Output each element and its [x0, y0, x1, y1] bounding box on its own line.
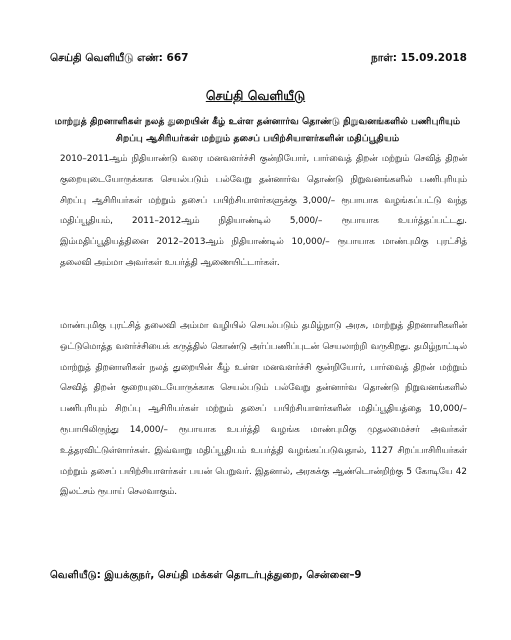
release-date: நாள்: 15.09.2018: [371, 52, 467, 64]
header-meta: [50, 52, 467, 65]
issuer-footer: வெளியீடு: இயக்குநர், செய்தி மக்கள் தொடர்புத்துறை, சென்னை–9: [50, 570, 362, 581]
paragraph-1: 2010–2011ஆம் நிதியாண்டு வரை மனவளர்ச்சி குன்றியோர், பார்வைத் திறன் மற்றும் செவித் திறன் குறையுடையோருக்காக செயல்படும் பல்வேறு தன்னார்வ தொண்டு நிறுவனங்களில் பணிபுரியும் சிறப்பு ஆசிரியர்கள் மற்றும் தசைப் பயிற்சியாளர்களுக்கு 3,000/– ரூபாயாக வழங்கப்பட்டு வந்த மதிப்பூதியம், 2011–2012ஆம் நிதியாண்டில் 5,000/– ரூபாயாக உயர்த்தப்பட்டது. இம்மதிப்பூதியத்தினை 2012–2013ஆம் நிதியாண்டில் 10,000/– ரூபாயாக மாண்புமிகு புரட்சித் தலைவி அம்மா அவர்கள் உயர்த்தி ஆணையிட்டார்கள்.: [60, 154, 467, 268]
document-title: செய்தி வெளியீடு: [205, 88, 306, 103]
document-subtitle: மாற்றுத் திறனாளிகள் நலத் துறையின் கீழ் உள்ள தன்னார்வ தொண்டு நிறுவனங்களில் பணிபுரியும் சிறப்பு ஆசிரியர்கள் மற்றும் தசைப் பயிற்சியாளர்களின் மதிப்பூதியம்: [54, 116, 461, 144]
release-number: செய்தி வெளியீடு எண்: 667: [50, 52, 189, 64]
paragraph-2: மாண்புமிகு புரட்சித் தலைவி அம்மா வழியில் செயல்படும் தமிழ்நாடு அரசு, மாற்றுத் திறனாளிகளின் ஒட்டுமொத்த வளர்ச்சியைக் கருத்தில் கொண்டு அர்ப்பணிப்புடன் செயலாற்றி வருகிறது. தமிழ்நாட்டில் மாற்றுத் திறனாளிகள் நலத் துறையின் கீழ் உள்ள மனவளர்ச்சி குன்றியோர், பார்வைத் திறன் மற்றும் செவித் திறன் குறையுடையோருக்காக செயல்படும் பல்வேறு தன்னார்வ தொண்டு நிறுவனங்களில் பணிபுரியும் சிறப்பு ஆசிரியர்கள் மற்றும் தசைப் பயிற்சியாளர்களின் மதிப்பூதியத்தை 10,000/– ரூபாயிலிருந்து 14,000/– ரூபாயாக உயர்த்தி வழங்க மாண்புமிகு முதலமைச்சர் அவர்கள் உத்தரவிட்டுள்ளார்கள். இவ்வாறு மதிப்பூதியம் உயர்த்தி வழங்கப்படுவதால், 1127 சிறப்பாசிரியர்கள் மற்றும் தசைப் பயிற்சியாளர்கள் பயன் பெறுவர். இதனால், அரசுக்கு ஆண்டொன்றிற்கு 5 கோடியே 42 இலட்சம் ரூபாய் செலவாகும்.: [60, 321, 467, 498]
